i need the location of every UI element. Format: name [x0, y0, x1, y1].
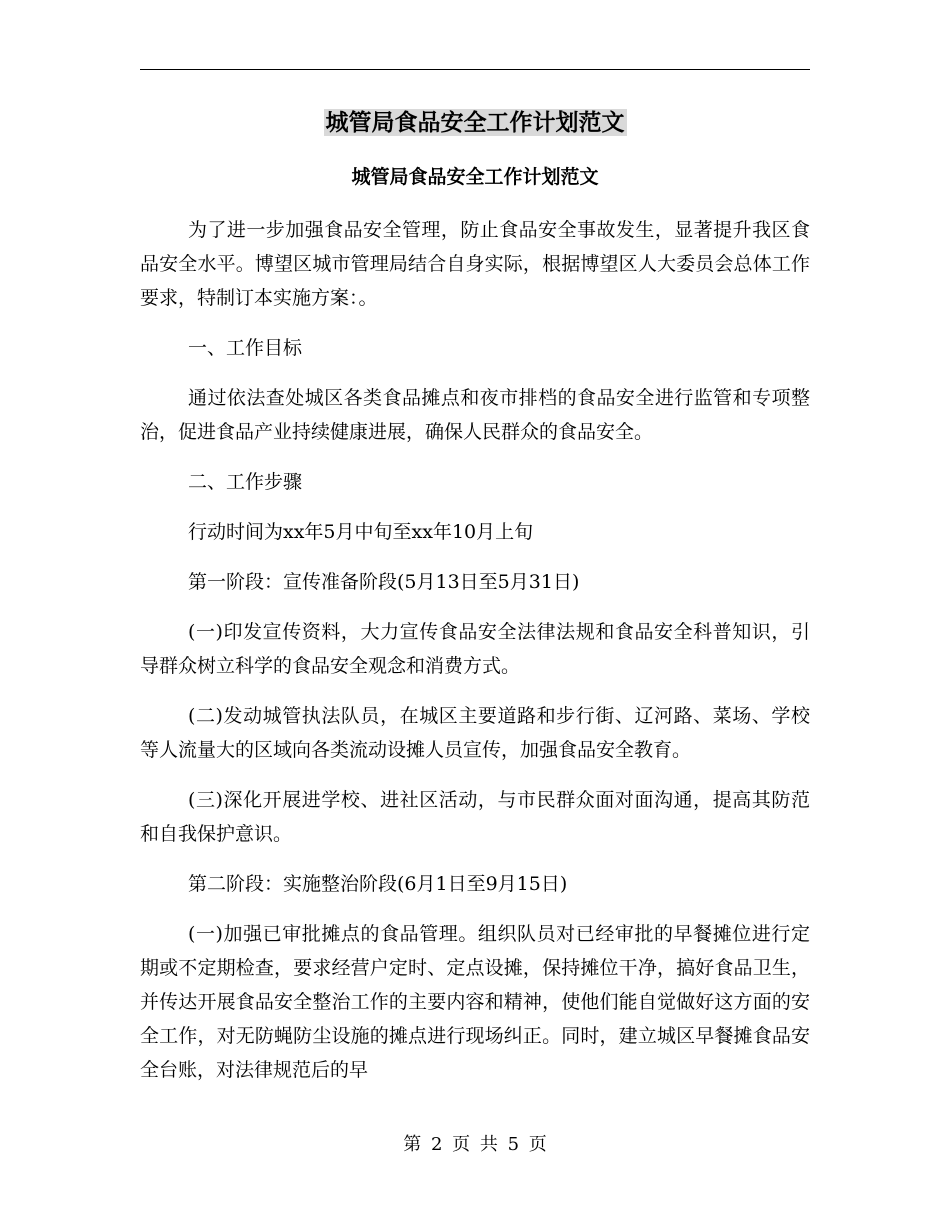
heading-work-goals: 一、工作目标 — [188, 337, 303, 359]
heading-stage-one: 第一阶段：宣传准备阶段(5月13日至5月31日) — [188, 571, 580, 593]
paragraph-stage-one-item-1: (一)印发宣传资料，大力宣传食品安全法律法规和食品安全科普知识，引导群众树立科学的食品安全观念和消费方式。 — [140, 621, 810, 677]
paragraph-stage-one-item-3: (三)深化开展进学校、进社区活动，与市民群众面对面沟通，提高其防范和自我保护意识。 — [140, 789, 810, 845]
document-title-text: 城管局食品安全工作计划范文 — [325, 109, 625, 136]
document-body — [140, 213, 810, 1087]
paragraph-stage-one-item-2: (二)发动城管执法队员，在城区主要道路和步行街、辽河路、菜场、学校等人流量大的区域向各类流动设摊人员宣传，加强食品安全教育。 — [140, 705, 810, 761]
paragraph-stage-two-item-1: (一)加强已审批摊点的食品管理。组织队员对已经审批的早餐摊位进行定期或不定期检查，要求经营户定时、定点设摊，保持摊位干净，搞好食品卫生，并传达开展食品安全整治工作的主要内容和精神，使他们能自觉做好这方面的安全工作，对无防蝇防尘设施的摊点进行现场纠正。同时，建立城区早餐摊食品安全台账，对法律规范后的早 — [140, 923, 810, 1081]
heading-work-steps: 二、工作步骤 — [188, 471, 303, 493]
page-number-footer: 第 2 页 共 5 页 — [403, 1134, 547, 1155]
paragraph-intro: 为了进一步加强食品安全管理，防止食品安全事故发生，显著提升我区食品安全水平。博望区城市管理局结合自身实际，根据博望区人大委员会总体工作要求，特制订本实施方案：。 — [140, 219, 810, 309]
heading-stage-two: 第二阶段：实施整治阶段(6月1日至9月15日) — [188, 873, 568, 895]
paragraph-goals: 通过依法查处城区各类食品摊点和夜市排档的食品安全进行监管和专项整治，促进食品产业持续健康进展，确保人民群众的食品安全。 — [140, 387, 810, 443]
paragraph-action-time: 行动时间为xx年5月中旬至xx年10月上旬 — [188, 521, 534, 543]
document-title — [0, 106, 950, 140]
header-rule — [140, 69, 810, 70]
document-subtitle: 城管局食品安全工作计划范文 — [351, 166, 599, 188]
